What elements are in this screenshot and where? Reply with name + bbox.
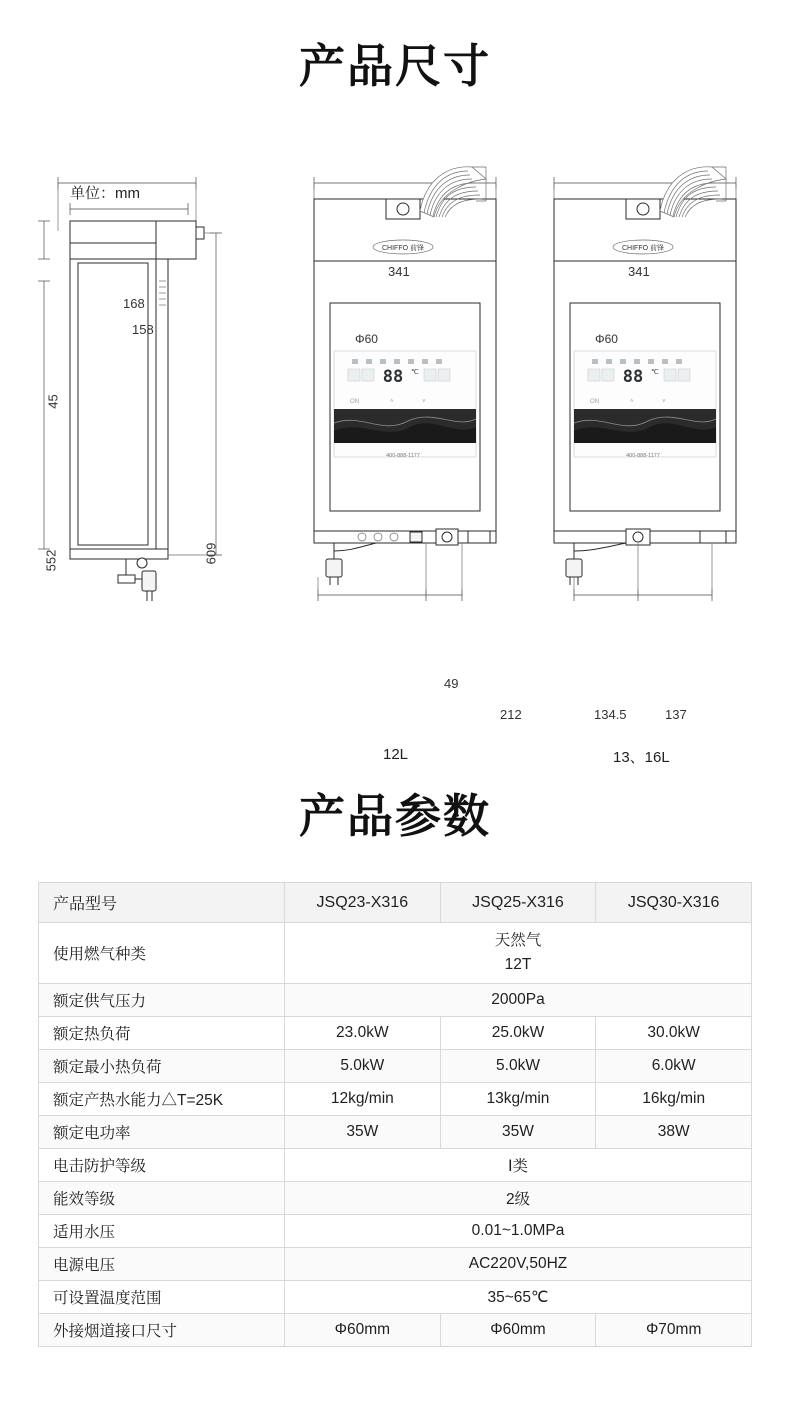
front-12l-dim-49: 49 (444, 676, 459, 691)
front-12l-caption: 12L (383, 746, 409, 763)
row-value: 12kg/min (285, 1083, 441, 1116)
svg-text:℃: ℃ (411, 369, 419, 376)
side-dim-552: 552 (43, 549, 59, 572)
svg-text:˄: ˄ (630, 399, 634, 405)
row-label: 能效等级 (39, 1182, 285, 1215)
svg-text:˄: ˄ (390, 399, 394, 405)
table-row (39, 1281, 752, 1314)
svg-text:ON: ON (350, 399, 359, 405)
table-row (39, 984, 752, 1017)
table-row (39, 1083, 752, 1116)
row-value-merged: 2000Pa (285, 984, 752, 1017)
front-1316l-dim-341: 341 (628, 264, 650, 279)
row-label: 外接烟道接口尺寸 (39, 1314, 285, 1347)
table-header-jsq30: JSQ30-X316 (596, 883, 752, 923)
row-value: 30.0kW (596, 1017, 752, 1050)
row-value: Φ70mm (596, 1314, 752, 1347)
row-value: 5.0kW (440, 1050, 596, 1083)
row-value-merged: 35~65℃ (285, 1281, 752, 1314)
table-row (39, 1182, 752, 1215)
side-dim-158: 158 (132, 322, 154, 337)
row-value: 35W (440, 1116, 596, 1149)
table-header-row (39, 883, 752, 923)
front-view-12l-drawing (290, 151, 520, 621)
front-12l-dim-212: 212 (500, 707, 522, 722)
page-title-params: 产品参数 (299, 790, 491, 842)
svg-text:CHIFFO 前锋: CHIFFO 前锋 (382, 245, 424, 252)
svg-text:℃: ℃ (651, 369, 659, 376)
row-value-merged: Ⅰ类 (285, 1149, 752, 1182)
svg-text:400-888-1177: 400-888-1177 (386, 453, 420, 459)
svg-text:CHIFFO 前锋: CHIFFO 前锋 (622, 245, 664, 252)
front-1316l-dim-137: 137 (665, 707, 687, 722)
row-label: 电源电压 (39, 1248, 285, 1281)
row-value: 23.0kW (285, 1017, 441, 1050)
table-header-jsq25: JSQ25-X316 (440, 883, 596, 923)
row-value-merged: 0.01~1.0MPa (285, 1215, 752, 1248)
svg-text:88: 88 (382, 367, 404, 387)
table-row (39, 1215, 752, 1248)
side-view-drawing (30, 151, 290, 621)
table-header-jsq23: JSQ23-X316 (285, 883, 441, 923)
row-value: 13kg/min (440, 1083, 596, 1116)
row-label: 可设置温度范围 (39, 1281, 285, 1314)
table-row (39, 1248, 752, 1281)
row-value: 25.0kW (440, 1017, 596, 1050)
row-value: 16kg/min (596, 1083, 752, 1116)
side-dim-609: 609 (203, 542, 219, 565)
row-value: 35W (285, 1116, 441, 1149)
row-label: 电击防护等级 (39, 1149, 285, 1182)
table-row (39, 1149, 752, 1182)
table-row (39, 1314, 752, 1347)
row-value-merged: AC220V,50HZ (285, 1248, 752, 1281)
table-header-model: 产品型号 (39, 883, 285, 923)
spec-table (38, 882, 752, 1347)
svg-text:400-888-1177: 400-888-1177 (626, 453, 660, 459)
row-value: 6.0kW (596, 1050, 752, 1083)
front-1316l-dim-1345: 134.5 (594, 707, 627, 722)
row-label: 额定供气压力 (39, 984, 285, 1017)
page-title-dimensions: 产品尺寸 (299, 40, 491, 92)
row-label: 额定热负荷 (39, 1017, 285, 1050)
front-12l-flue-dim: Φ60 (355, 332, 378, 346)
table-row (39, 1017, 752, 1050)
table-row (39, 1116, 752, 1149)
svg-text:˅: ˅ (422, 399, 426, 405)
front-view-1316l-drawing (530, 151, 760, 621)
row-label: 适用水压 (39, 1215, 285, 1248)
row-label: 额定最小热负荷 (39, 1050, 285, 1083)
spec-table-wrap (38, 882, 752, 1347)
row-value-merged: 2级 (285, 1182, 752, 1215)
svg-text:˅: ˅ (662, 399, 666, 405)
row-value: Φ60mm (440, 1314, 596, 1347)
unit-label: 单位：mm (70, 185, 140, 202)
svg-text:ON: ON (590, 399, 599, 405)
row-value: 5.0kW (285, 1050, 441, 1083)
gas-type-line1: 天然气 (494, 932, 542, 949)
side-dim-45: 45 (45, 394, 61, 409)
gas-type-line2: 12T (504, 956, 532, 974)
row-value: Φ60mm (285, 1314, 441, 1347)
row-value-merged (285, 923, 752, 984)
front-12l-dim-341: 341 (388, 264, 410, 279)
row-label: 额定产热水能力△T=25K (39, 1083, 285, 1116)
row-label: 使用燃气种类 (39, 923, 285, 984)
table-row (39, 1050, 752, 1083)
row-label: 额定电功率 (39, 1116, 285, 1149)
side-dim-168: 168 (123, 296, 145, 311)
front-1316l-caption: 13、16L (613, 749, 670, 766)
table-row (39, 923, 752, 984)
front-1316l-flue-dim: Φ60 (595, 332, 618, 346)
row-value: 38W (596, 1116, 752, 1149)
svg-text:88: 88 (622, 367, 644, 387)
